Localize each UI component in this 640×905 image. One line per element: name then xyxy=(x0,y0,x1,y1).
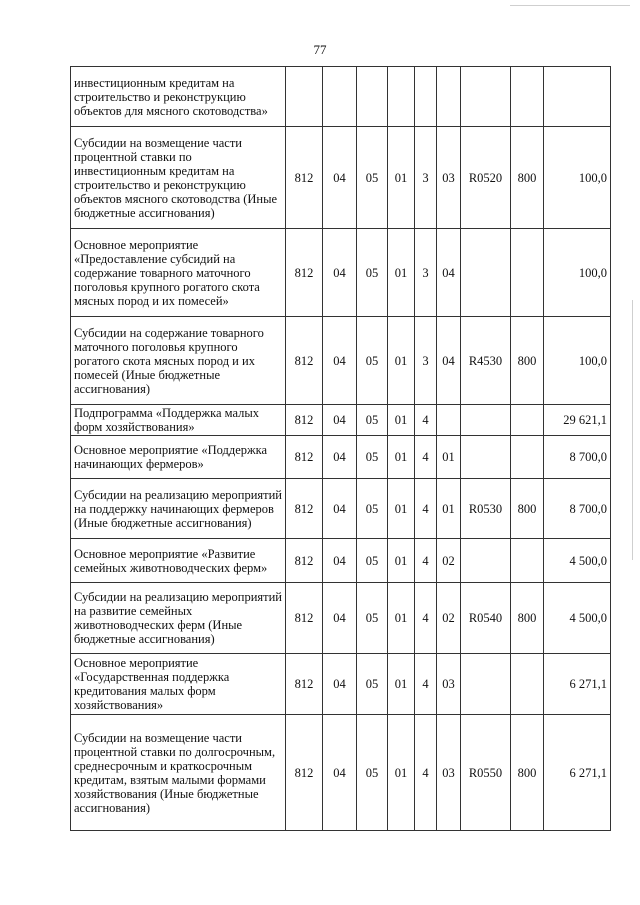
expense-type-cell xyxy=(511,654,544,715)
subsection-code-cell: 05 xyxy=(357,405,388,436)
table-row xyxy=(71,127,611,229)
row-description: Основное мероприятие «Предоставление субсидий на содержание товарного маточного поголовья крупного рогатого скота мясных пород и их помесей» xyxy=(71,229,286,317)
subsection-code-cell: 05 xyxy=(357,583,388,654)
admin-code-cell: 812 xyxy=(286,127,323,229)
section-code-cell: 04 xyxy=(323,479,357,539)
admin-code-cell: 812 xyxy=(286,317,323,405)
event-code-cell: 03 xyxy=(437,715,461,831)
direction-code-cell: R0550 xyxy=(461,715,511,831)
table-row xyxy=(71,67,611,127)
section-code-cell: 04 xyxy=(323,539,357,583)
amount-cell: 8 700,0 xyxy=(544,436,611,479)
subsection-code-cell: 05 xyxy=(357,715,388,831)
table-row xyxy=(71,479,611,539)
row-description: Субсидии на реализацию мероприятий на поддержку начинающих фермеров (Иные бюджетные ассигнования) xyxy=(71,479,286,539)
subsection-code-cell: 05 xyxy=(357,317,388,405)
direction-code-cell xyxy=(461,539,511,583)
amount-cell: 6 271,1 xyxy=(544,654,611,715)
table-row xyxy=(71,317,611,405)
row-description: Субсидии на возмещение части процентной ставки по долгосрочным, среднесрочным и краткосрочным кредитам, взятым малыми формами хозяйствования (Иные бюджетные ассигнования) xyxy=(71,715,286,831)
amount-cell: 29 621,1 xyxy=(544,405,611,436)
program-code-cell: 01 xyxy=(388,229,415,317)
subsection-code-cell: 05 xyxy=(357,436,388,479)
subprogram-code-cell: 4 xyxy=(415,479,437,539)
page-number: 77 xyxy=(313,42,327,57)
budget-table xyxy=(70,66,611,831)
admin-code-cell: 812 xyxy=(286,539,323,583)
section-code-cell: 04 xyxy=(323,715,357,831)
direction-code-cell xyxy=(461,654,511,715)
amount-cell: 6 271,1 xyxy=(544,715,611,831)
subprogram-code-cell: 4 xyxy=(415,583,437,654)
program-code-cell: 01 xyxy=(388,436,415,479)
subsection-code-cell: 05 xyxy=(357,539,388,583)
admin-code-cell xyxy=(286,67,323,127)
subsection-code-cell: 05 xyxy=(357,229,388,317)
section-code-cell xyxy=(323,67,357,127)
expense-type-cell xyxy=(511,539,544,583)
expense-type-cell: 800 xyxy=(511,479,544,539)
section-code-cell: 04 xyxy=(323,317,357,405)
row-description: Основное мероприятие «Государственная поддержка кредитования малых форм хозяйствования» xyxy=(71,654,286,715)
table-row xyxy=(71,539,611,583)
event-code-cell xyxy=(437,405,461,436)
expense-type-cell xyxy=(511,67,544,127)
amount-cell: 4 500,0 xyxy=(544,583,611,654)
subsection-code-cell: 05 xyxy=(357,654,388,715)
expense-type-cell xyxy=(511,229,544,317)
direction-code-cell xyxy=(461,405,511,436)
row-description: Основное мероприятие «Развитие семейных животноводческих ферм» xyxy=(71,539,286,583)
direction-code-cell: R0530 xyxy=(461,479,511,539)
row-description: инвестиционным кредитам на строительство и реконструкцию объектов для мясного скотоводства» xyxy=(71,67,286,127)
expense-type-cell: 800 xyxy=(511,715,544,831)
section-code-cell: 04 xyxy=(323,127,357,229)
subprogram-code-cell: 4 xyxy=(415,654,437,715)
amount-cell: 8 700,0 xyxy=(544,479,611,539)
event-code-cell: 03 xyxy=(437,127,461,229)
row-description: Субсидии на возмещение части процентной ставки по инвестиционным кредитам на строительство и реконструкцию объектов мясного скотоводства (Иные бюджетные ассигнования) xyxy=(71,127,286,229)
section-code-cell: 04 xyxy=(323,654,357,715)
subsection-code-cell xyxy=(357,67,388,127)
program-code-cell: 01 xyxy=(388,127,415,229)
event-code-cell: 01 xyxy=(437,479,461,539)
program-code-cell: 01 xyxy=(388,405,415,436)
event-code-cell: 03 xyxy=(437,654,461,715)
subprogram-code-cell xyxy=(415,67,437,127)
event-code-cell: 04 xyxy=(437,229,461,317)
subprogram-code-cell: 3 xyxy=(415,127,437,229)
table-row xyxy=(71,654,611,715)
direction-code-cell xyxy=(461,436,511,479)
admin-code-cell: 812 xyxy=(286,229,323,317)
direction-code-cell xyxy=(461,67,511,127)
row-description: Субсидии на реализацию мероприятий на развитие семейных животноводческих ферм (Иные бюджетные ассигнования) xyxy=(71,583,286,654)
section-code-cell: 04 xyxy=(323,405,357,436)
program-code-cell: 01 xyxy=(388,583,415,654)
amount-cell: 100,0 xyxy=(544,229,611,317)
program-code-cell: 01 xyxy=(388,539,415,583)
admin-code-cell: 812 xyxy=(286,436,323,479)
event-code-cell: 01 xyxy=(437,436,461,479)
program-code-cell: 01 xyxy=(388,654,415,715)
section-code-cell: 04 xyxy=(323,436,357,479)
event-code-cell: 04 xyxy=(437,317,461,405)
expense-type-cell: 800 xyxy=(511,127,544,229)
table-row xyxy=(71,583,611,654)
table-row xyxy=(71,405,611,436)
program-code-cell: 01 xyxy=(388,715,415,831)
budget-table-body xyxy=(71,67,611,831)
subprogram-code-cell: 3 xyxy=(415,317,437,405)
row-description: Субсидии на содержание товарного маточного поголовья крупного рогатого скота мясных пород и их помесей (Иные бюджетные ассигнования) xyxy=(71,317,286,405)
admin-code-cell: 812 xyxy=(286,479,323,539)
expense-type-cell xyxy=(511,436,544,479)
event-code-cell: 02 xyxy=(437,583,461,654)
direction-code-cell: R4530 xyxy=(461,317,511,405)
amount-cell: 100,0 xyxy=(544,317,611,405)
admin-code-cell: 812 xyxy=(286,405,323,436)
amount-cell: 100,0 xyxy=(544,127,611,229)
expense-type-cell xyxy=(511,405,544,436)
subprogram-code-cell: 4 xyxy=(415,436,437,479)
event-code-cell xyxy=(437,67,461,127)
expense-type-cell: 800 xyxy=(511,317,544,405)
direction-code-cell: R0540 xyxy=(461,583,511,654)
subsection-code-cell: 05 xyxy=(357,479,388,539)
amount-cell: 4 500,0 xyxy=(544,539,611,583)
subprogram-code-cell: 4 xyxy=(415,405,437,436)
scan-edge-mark xyxy=(510,5,630,6)
section-code-cell: 04 xyxy=(323,229,357,317)
admin-code-cell: 812 xyxy=(286,715,323,831)
admin-code-cell: 812 xyxy=(286,583,323,654)
row-description: Подпрограмма «Поддержка малых форм хозяйствования» xyxy=(71,405,286,436)
subprogram-code-cell: 4 xyxy=(415,539,437,583)
subprogram-code-cell: 4 xyxy=(415,715,437,831)
table-row xyxy=(71,229,611,317)
scan-edge-mark xyxy=(632,300,633,560)
admin-code-cell: 812 xyxy=(286,654,323,715)
table-row xyxy=(71,436,611,479)
event-code-cell: 02 xyxy=(437,539,461,583)
subsection-code-cell: 05 xyxy=(357,127,388,229)
program-code-cell: 01 xyxy=(388,479,415,539)
program-code-cell: 01 xyxy=(388,317,415,405)
amount-cell xyxy=(544,67,611,127)
program-code-cell xyxy=(388,67,415,127)
direction-code-cell xyxy=(461,229,511,317)
row-description: Основное мероприятие «Поддержка начинающих фермеров» xyxy=(71,436,286,479)
expense-type-cell: 800 xyxy=(511,583,544,654)
subprogram-code-cell: 3 xyxy=(415,229,437,317)
section-code-cell: 04 xyxy=(323,583,357,654)
table-row xyxy=(71,715,611,831)
direction-code-cell: R0520 xyxy=(461,127,511,229)
